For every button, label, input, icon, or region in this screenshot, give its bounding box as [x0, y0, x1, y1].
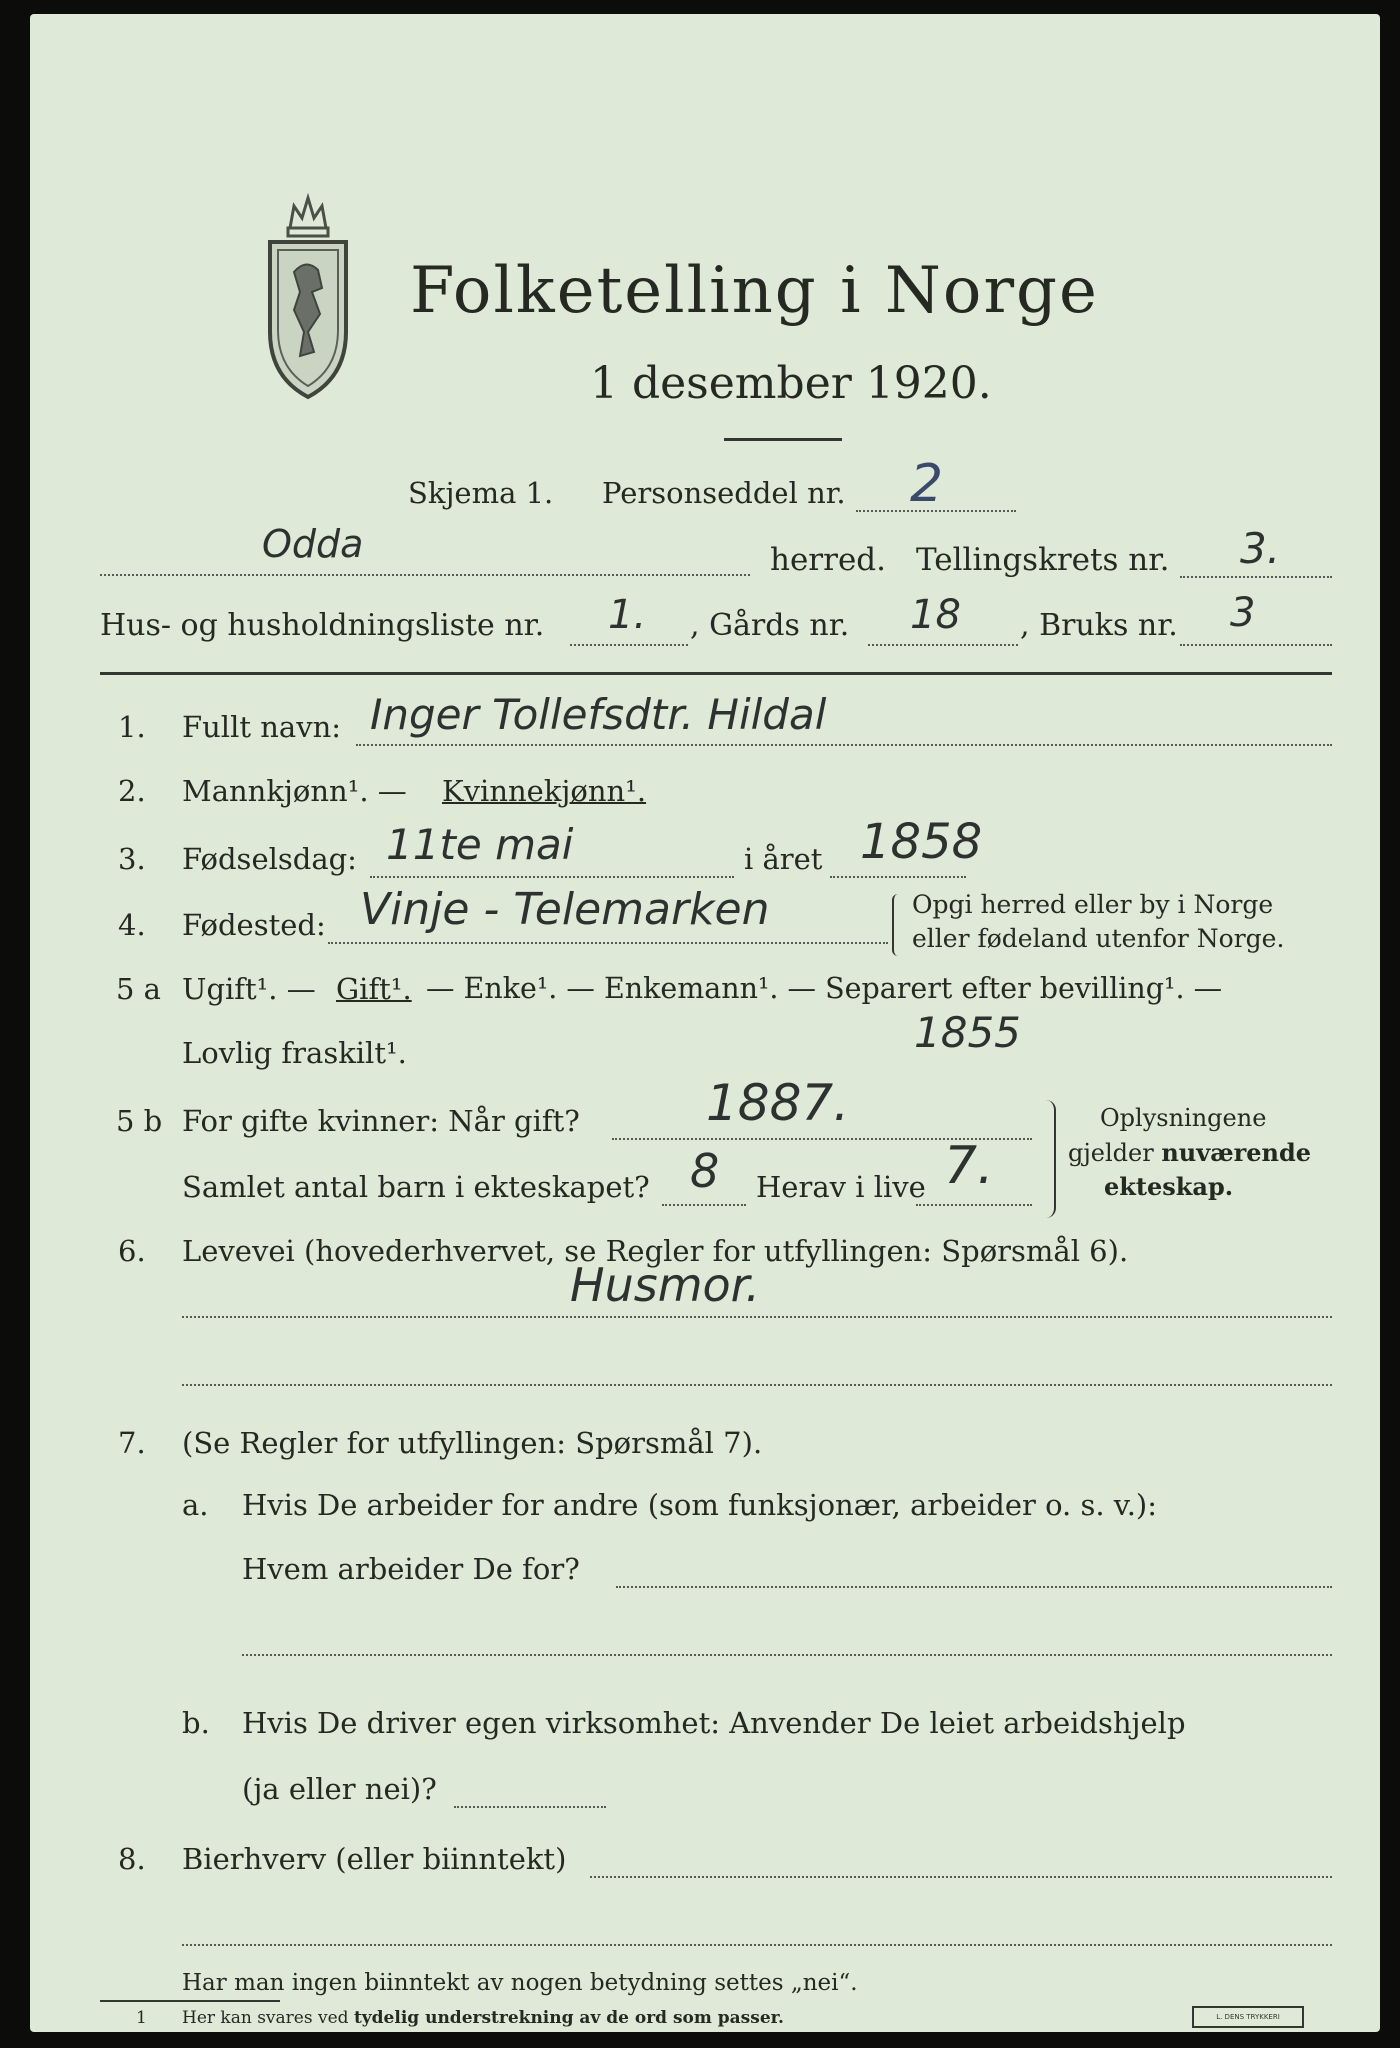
gards-label: , Gårds nr. — [690, 608, 850, 643]
q2-female-option[interactable]: Kvinnekjønn¹. — [442, 774, 647, 808]
q5a-fraskilt-option[interactable]: Lovlig fraskilt¹. — [182, 1036, 407, 1070]
q5b-note-line1: Oplysningene — [1100, 1104, 1267, 1132]
q7b-line1: Hvis De driver egen virksomhet: Anvender De leiet arbeidshjelp — [242, 1706, 1186, 1740]
q1-number: 1. — [118, 710, 146, 744]
q4-note-line2: eller fødeland utenfor Norge. — [912, 924, 1285, 953]
employer-field[interactable] — [616, 1586, 1332, 1588]
tellingskrets-number[interactable]: 3. — [1240, 524, 1281, 573]
q5b-note-line3: ekteskap. — [1104, 1172, 1234, 1201]
hus-label: Hus- og husholdningsliste nr. — [100, 608, 545, 643]
q5a-gift-option[interactable]: Gift¹. — [336, 972, 412, 1006]
q5a-ugift-option[interactable]: Ugift¹. — — [182, 972, 316, 1006]
footnote-divider — [100, 2000, 280, 2002]
q3-label: Fødselsdag: — [182, 842, 357, 876]
gards-number[interactable]: 18 — [910, 592, 961, 638]
q5a-other-options: — Enke¹. — Enkemann¹. — Separert efter bevilling¹. — — [426, 972, 1223, 1005]
form-title: Folketelling i Norge — [410, 254, 1099, 328]
q7b-line2: (ja eller nei)? — [242, 1772, 437, 1806]
q7a-line2: Hvem arbeider De for? — [242, 1552, 580, 1586]
q8-label: Bierhverv (eller biinntekt) — [182, 1842, 567, 1876]
children-total-value[interactable]: 8 — [690, 1144, 720, 1198]
hired-help-field[interactable] — [454, 1806, 606, 1808]
q5a-handwritten-year: 1855 — [914, 1008, 1021, 1057]
q5b-number: 5 b — [116, 1104, 163, 1138]
q6-number: 6. — [118, 1234, 146, 1268]
bruks-label: , Bruks nr. — [1020, 608, 1178, 643]
q2-male-option[interactable]: Mannkjønn¹. — — [182, 774, 407, 808]
q8-number: 8. — [118, 1842, 146, 1876]
q3-number: 3. — [118, 842, 146, 876]
personseddel-label: Personseddel nr. — [602, 476, 846, 510]
printer-stamp: L. DENS TRYKKERI — [1192, 2006, 1304, 2028]
census-form-page — [30, 14, 1380, 2032]
bruks-number[interactable]: 3 — [1230, 590, 1256, 636]
q5b-label: For gifte kvinner: Når gift? — [182, 1104, 580, 1138]
q5b-alive-label: Herav i live — [756, 1170, 926, 1204]
census-date: 1 desember 1920. — [590, 358, 992, 409]
note-brace — [1042, 1100, 1056, 1218]
tellingskrets-label: Tellingskrets nr. — [916, 542, 1170, 578]
footnote-text: Her kan svares ved tydelig understrekning av de ord som passer. — [182, 2008, 784, 2028]
schema-label: Skjema 1. — [408, 476, 554, 510]
q7a-number: a. — [182, 1488, 209, 1522]
footnote-number: 1 — [136, 2008, 147, 2028]
title-divider — [724, 438, 842, 441]
q7a-line1: Hvis De arbeider for andre (som funksjonær, arbeider o. s. v.): — [242, 1488, 1158, 1522]
footer-note: Har man ingen biinntekt av nogen betydning settes „nei“. — [182, 1970, 858, 1996]
q7-number: 7. — [118, 1426, 146, 1460]
coat-of-arms-icon — [260, 192, 356, 404]
birthday-value[interactable]: 11te mai — [386, 820, 574, 869]
note-brace — [892, 894, 904, 956]
q5b-children-label: Samlet antal barn i ekteskapet? — [182, 1170, 650, 1204]
q4-note-line1: Opgi herred eller by i Norge — [912, 890, 1274, 919]
herred-value[interactable]: Odda — [262, 522, 364, 566]
side-income-extra-line[interactable] — [182, 1944, 1332, 1946]
marriage-year-value[interactable]: 1887. — [706, 1074, 850, 1132]
q4-label: Fødested: — [182, 908, 326, 942]
q4-number: 4. — [118, 908, 146, 942]
q6-label: Levevei (hovederhvervet, se Regler for utfyllingen: Spørsmål 6). — [182, 1234, 1129, 1268]
q7b-number: b. — [182, 1706, 210, 1740]
q7-label: (Se Regler for utfyllingen: Spørsmål 7). — [182, 1426, 763, 1460]
side-income-field[interactable] — [590, 1876, 1332, 1878]
q1-label: Fullt navn: — [182, 710, 342, 744]
header-divider — [100, 672, 1332, 675]
hus-number[interactable]: 1. — [608, 592, 647, 638]
occupation-value[interactable]: Husmor. — [570, 1258, 760, 1312]
personseddel-number[interactable]: 2 — [910, 454, 944, 514]
q5a-number: 5 a — [116, 972, 161, 1006]
full-name-value[interactable]: Inger Tollefsdtr. Hildal — [370, 690, 827, 739]
q3-year-label: i året — [744, 842, 823, 876]
children-alive-value[interactable]: 7. — [944, 1136, 994, 1196]
birthplace-value[interactable]: Vinje - Telemarken — [360, 884, 770, 935]
birth-year-value[interactable]: 1858 — [860, 814, 983, 870]
herred-label: herred. — [770, 542, 886, 578]
employer-extra-line[interactable] — [242, 1654, 1332, 1656]
q5b-note-line2: gjelder nuværende — [1068, 1138, 1312, 1167]
occupation-extra-line[interactable] — [182, 1384, 1332, 1386]
q2-number: 2. — [118, 774, 146, 808]
